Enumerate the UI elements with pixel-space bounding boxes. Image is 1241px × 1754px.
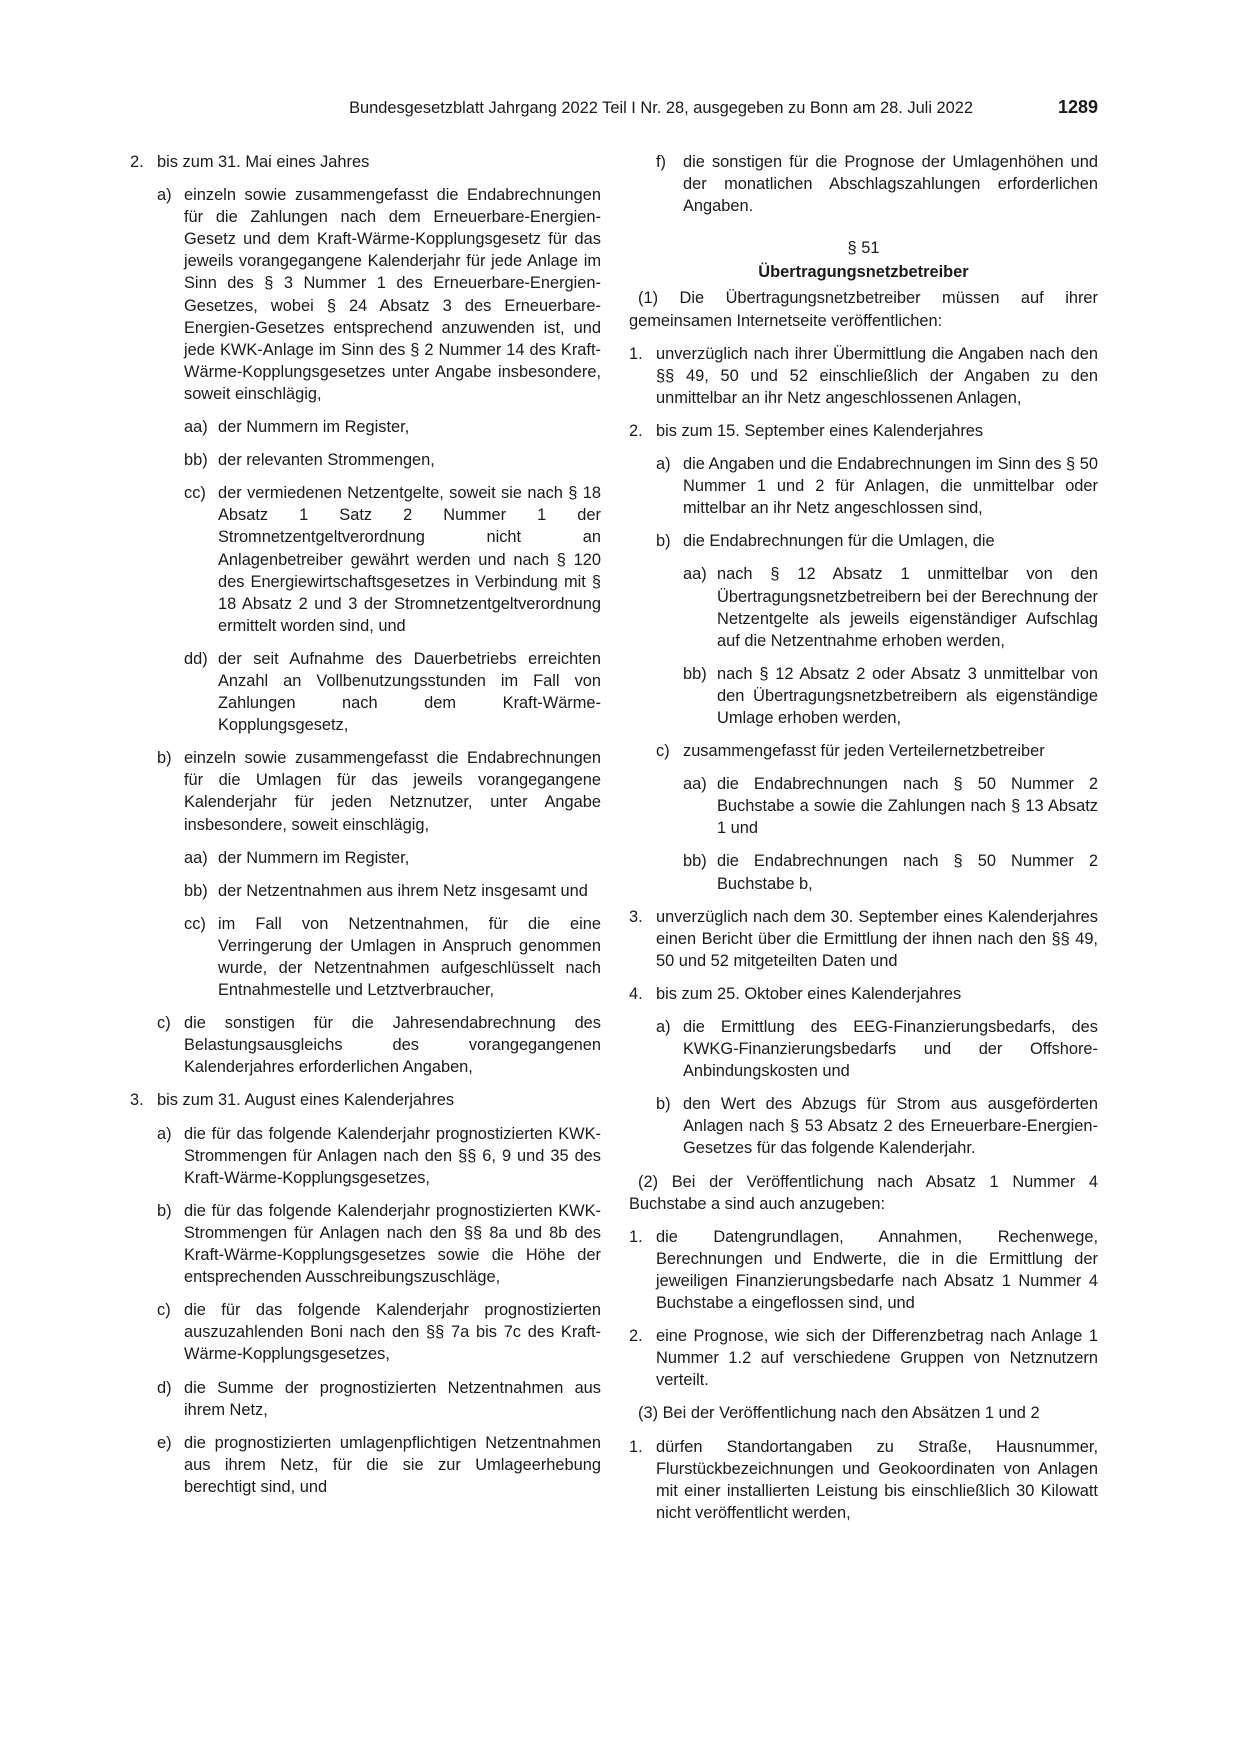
list-item: d) die Summe der prognostizierten Netzentnahmen aus ihrem Netz, [157,1378,601,1419]
list-item: 1. dürfen Standortangaben zu Straße, Hausnummer, Flurstückbezeichnungen und Geokoordinaten von Anlagen mit einer installierten Leistung bis einschließlich 30 Kilowatt nicht veröffentlicht werden, [629,1437,1098,1522]
list-item: 3. unverzüglich nach dem 30. September eines Kalenderjahres einen Bericht über die Ermittlung der ihnen nach den §§ 49, 50 und 52 mitgeteilten Daten und [629,907,1098,970]
list-item: a) einzeln sowie zusammengefasst die Endabrechnungen für die Zahlungen nach dem Erneuerbare-Energien-Gesetz und dem Kraft-Wärme-Kopplungsgesetz für das jeweils vorangegangene Kalenderjahr für jede Anlage im Sinn des § 3 Nummer 1 des Erneuerbare-Energien-Gesetzes, wobei § 24 Absatz 3 des Erneuerbare-Energien-Gesetzes entsprechend anzuwenden ist, und jede KWK-Anlage im Sinn des § 2 Nummer 14 des Kraft-Wärme-Kopplungsgesetzes unter Angabe insbesondere, soweit einschlägig, [157,186,601,403]
list-item: 4. bis zum 25. Oktober eines Kalenderjahres [629,984,962,1003]
list-item: bb) nach § 12 Absatz 2 oder Absatz 3 unmittelbar von den Übertragungsnetzbetreibern als eigenständige Umlage erhoben werden, [683,664,1098,727]
list-item: c) die für das folgende Kalenderjahr prognostizierten auszuzahlenden Boni nach den §§ 7a bis 7c des Kraft-Wärme-Kopplungsgesetzes, [157,1301,601,1364]
page-number: 1289 [1057,97,1098,117]
paragraph-3: (3) Bei der Veröffentlichung nach den Absätzen 1 und 2 [638,1404,1040,1423]
list-item: aa) nach § 12 Absatz 1 unmittelbar von den Übertragungsnetzbetreibern bei der Berechnung der Netzentgelte als jeweils eigenständiger Aufschlag auf die Netzentnahme erhoben werden, [683,565,1098,650]
section-number: § 51 [847,239,880,258]
paragraph-2: (2) Bei der Veröffentlichung nach Absatz 1 Nummer 4 Buchstabe a sind auch anzugeben: [629,1172,1098,1213]
list-item: a) die Angaben und die Endabrechnungen im Sinn des § 50 Nummer 1 und 2 für Anlagen, die unmittelbar oder mittelbar an ihr Netz angeschlossen sind, [656,455,1098,518]
paragraph-1: (1) Die Übertragungsnetzbetreiber müssen auf ihrer gemeinsamen Internetseite veröffentlichen: [629,289,1098,330]
list-item: bb) der Netzentnahmen aus ihrem Netz insgesamt und [184,881,588,900]
list-item: 2. bis zum 15. September eines Kalenderjahres [629,421,984,440]
list-item: bb) die Endabrechnungen nach § 50 Nummer 2 Buchstabe b, [683,852,1098,893]
list-item: a) die Ermittlung des EEG-Finanzierungsbedarfs, des KWKG-Finanzierungsbedarfs und der Offshore-Anbindungskosten und [656,1018,1098,1081]
list-item: cc) der vermiedenen Netzentgelte, soweit sie nach § 18 Absatz 1 Satz 2 Nummer 1 der Stromnetzentgeltverordnung nicht an Anlagenbetreiber gewährt werden und nach § 120 des Energiewirtschaftsgesetzes in Verbindung mit § 18 Absatz 2 und 3 der Stromnetzentgeltverordnung ermittelt worden sind, und [184,484,601,635]
list-item: b) die Endabrechnungen für die Umlagen, die [656,532,995,551]
list-item: 1. die Datengrundlagen, Annahmen, Rechenwege, Berechnungen und Endwerte, die in die Ermittlung der jeweiligen Finanzierungsbedarfe nach Absatz 1 Nummer 4 Buchstabe a eingeflossen sind, und [629,1227,1098,1313]
page-header [130,99,1098,123]
list-item: a) die für das folgende Kalenderjahr prognostizierten KWK-Strommengen für Anlagen nach den §§ 6, 9 und 35 des Kraft-Wärme-Kopplungsgesetzes, [157,1124,601,1187]
list-item: c) die sonstigen für die Jahresendabrechnung des Belastungsausgleichs des vorangegangenen Kalenderjahres erforderlichen Angaben, [157,1014,601,1077]
list-item: 1. unverzüglich nach ihrer Übermittlung die Angaben nach den §§ 49, 50 und 52 einschließlich der Angaben zu den unmittelbar an ihr Netz angeschlossenen Anlagen, [629,344,1098,407]
list-item: dd) der seit Aufnahme des Dauerbetriebs erreichten Anzahl an Vollbenutzungsstunden im Fall von Zahlungen nach dem Kraft-Wärme-Kopplungsgesetz, [184,649,601,735]
right-column [629,151,1098,1524]
list-item: aa) die Endabrechnungen nach § 50 Nummer 2 Buchstabe a sowie die Zahlungen nach § 13 Absatz 1 und [683,775,1098,838]
running-header-title: Bundesgesetzblatt Jahrgang 2022 Teil I Nr. 28, ausgegeben zu Bonn am 28. Juli 2022 [349,99,973,117]
list-item: b) den Wert des Abzugs für Strom aus ausgeförderten Anlagen nach § 53 Absatz 2 des Erneuerbare-Energien-Gesetzes für das folgende Kalenderjahr. [656,1095,1098,1158]
list-item: 2. eine Prognose, wie sich der Differenzbetrag nach Anlage 1 Nummer 1.2 auf verschiedene Gruppen von Netznutzern verteilt. [629,1327,1098,1390]
list-item: b) einzeln sowie zusammengefasst die Endabrechnungen für die Umlagen für das jeweils vorangegangene Kalenderjahr für jeden Netznutzer, unter Angabe insbesondere, soweit einschlägig, [157,749,601,834]
list-item: f) die sonstigen für die Prognose der Umlagenhöhen und der monatlichen Abschlagszahlungen erforderlichen Angaben. [656,153,1098,216]
list-item: c) zusammengefasst für jeden Verteilernetzbetreiber [656,742,1045,761]
list-item: 3. bis zum 31. August eines Kalenderjahres [130,1091,455,1110]
list-item: cc) im Fall von Netzentnahmen, für die eine Verringerung der Umlagen in Anspruch genommen wurde, der Netzentnahmen aufgeschlüsselt nach Entnahmestelle und Letztverbraucher, [184,914,601,1000]
list-item: aa) der Nummern im Register, [184,848,410,867]
section-title: Übertragungsnetzbetreiber [758,263,969,282]
list-item: bb) der relevanten Strommengen, [184,451,435,470]
left-column [130,151,601,1498]
list-item: 2. bis zum 31. Mai eines Jahres [130,153,370,171]
list-item: b) die für das folgende Kalenderjahr prognostizierten KWK-Strommengen für Anlagen nach den §§ 8a und 8b des Kraft-Wärme-Kopplungsgesetzes sowie die Höhe der entsprechenden Ausschreibungszuschläge, [157,1201,601,1287]
list-item: e) die prognostizierten umlagenpflichtigen Netzentnahmen aus ihrem Netz, für die sie zur Umlageerhebung berechtigt sind, und [157,1433,601,1496]
list-item: aa) der Nummern im Register, [184,418,410,437]
